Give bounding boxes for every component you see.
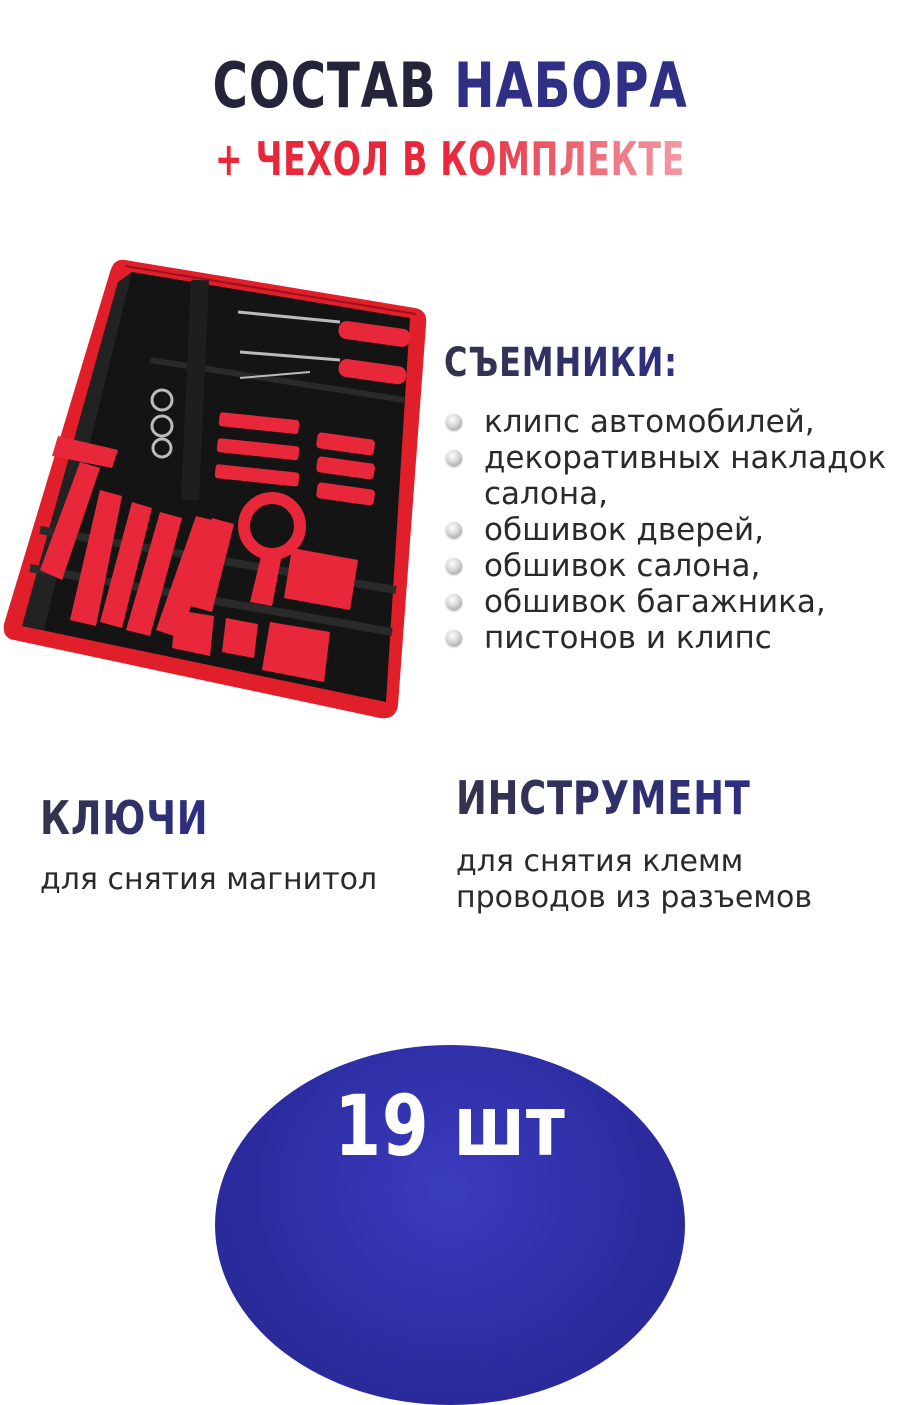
list-item (446, 404, 886, 440)
list-item-label: обшивок дверей, (484, 512, 764, 548)
list-item (446, 584, 886, 620)
list-item (446, 440, 886, 476)
keys-heading: КЛЮЧИ (40, 791, 209, 845)
quantity-badge-label: 19 шт (334, 1077, 566, 1175)
tool-description (456, 844, 812, 916)
page-subtitle: + ЧЕХОЛ В КОМПЛЕКТЕ (126, 130, 774, 188)
list-item-label: обшивок салона, (484, 548, 761, 584)
list-item-label: клипс автомобилей, (484, 404, 815, 440)
tool-description-line: для снятия клемм (456, 844, 744, 879)
list-item (446, 512, 886, 548)
list-item (446, 548, 886, 584)
bullet-icon (446, 414, 462, 430)
list-item-label: декоративных накладок (484, 440, 887, 476)
list-item-label: обшивок багажника, (484, 584, 826, 620)
list-item (446, 620, 886, 656)
title-word-2: НАБОРА (454, 49, 688, 122)
page-title (99, 48, 801, 124)
pullers-list (446, 404, 886, 656)
bullet-icon (446, 558, 462, 574)
tool-case-icon (0, 250, 430, 730)
tool-description-line: проводов из разъемов (456, 880, 813, 915)
pullers-heading: СЪЕМНИКИ: (444, 340, 678, 386)
list-item (446, 476, 886, 512)
bullet-icon (446, 594, 462, 610)
bullet-icon (446, 522, 462, 538)
bullet-icon (446, 630, 462, 646)
title-word-1: СОСТАВ (212, 49, 437, 122)
keys-description: для снятия магнитол (40, 862, 378, 897)
tool-heading: ИНСТРУМЕНТ (456, 771, 751, 825)
bullet-icon (446, 450, 462, 466)
list-item-label: салона, (484, 476, 608, 512)
list-item-label: пистонов и клипс (484, 620, 772, 656)
